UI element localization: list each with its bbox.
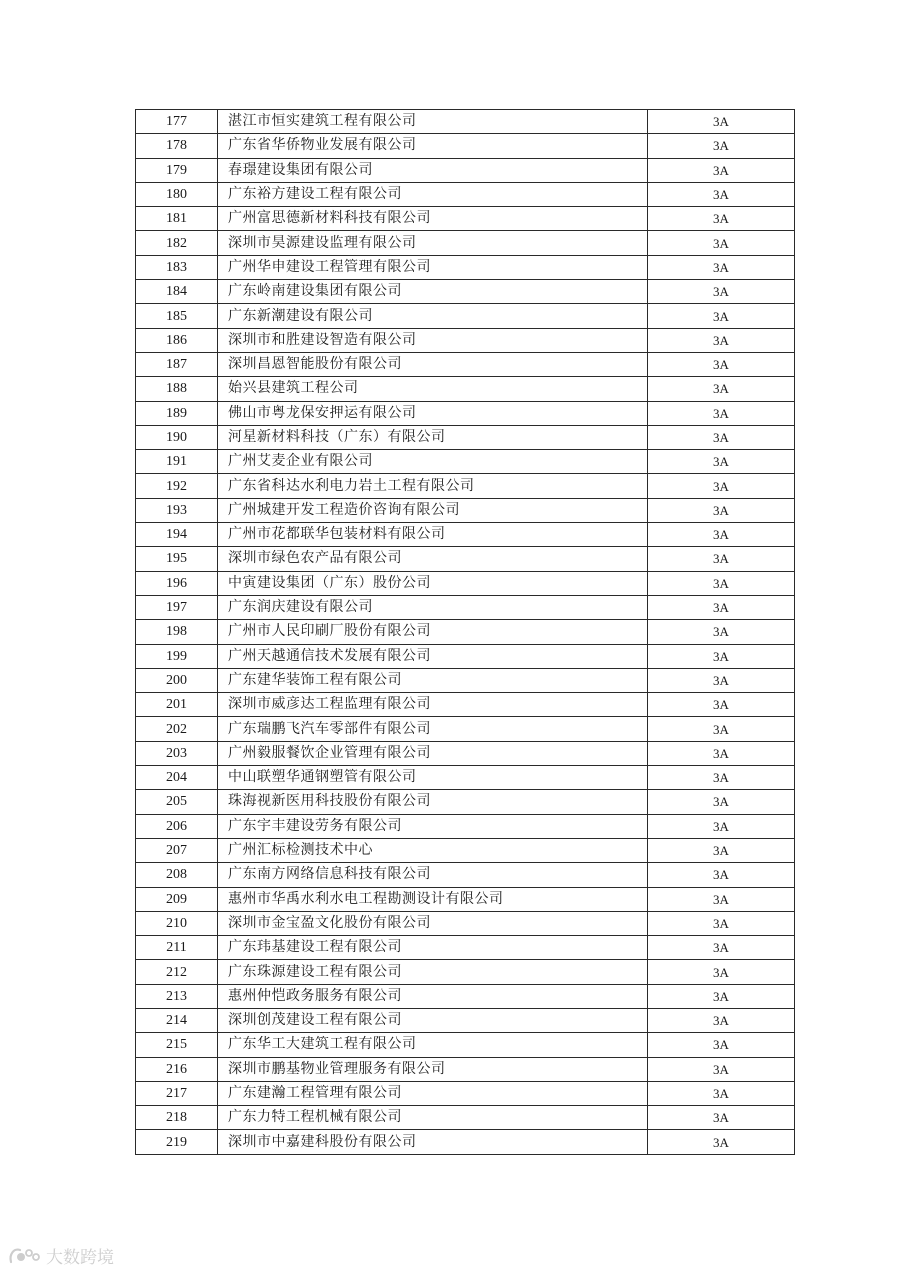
credit-grade-cell: 3A [648, 304, 795, 328]
credit-grade-cell: 3A [648, 1106, 795, 1130]
row-number-cell: 178 [136, 134, 218, 158]
table-row [136, 911, 795, 935]
table-row [136, 1081, 795, 1105]
company-name-cell: 佛山市粤龙保安押运有限公司 [218, 401, 648, 425]
company-name-cell: 广州天越通信技术发展有限公司 [218, 644, 648, 668]
table-row [136, 377, 795, 401]
table-row [136, 863, 795, 887]
watermark-text: 大数跨境 [46, 1247, 114, 1268]
company-name-cell: 春璟建设集团有限公司 [218, 158, 648, 182]
row-number-cell: 189 [136, 401, 218, 425]
row-number-cell: 199 [136, 644, 218, 668]
row-number-cell: 186 [136, 328, 218, 352]
company-name-cell: 深圳市中嘉建科股份有限公司 [218, 1130, 648, 1154]
table-row [136, 620, 795, 644]
company-name-cell: 广州艾麦企业有限公司 [218, 450, 648, 474]
credit-grade-cell: 3A [648, 377, 795, 401]
row-number-cell: 177 [136, 110, 218, 134]
company-name-cell: 广州汇标检测技术中心 [218, 838, 648, 862]
table-row [136, 1130, 795, 1154]
row-number-cell: 206 [136, 814, 218, 838]
company-name-cell: 广州市花都联华包装材料有限公司 [218, 523, 648, 547]
table-body [136, 110, 795, 1155]
table-row [136, 595, 795, 619]
company-name-cell: 始兴县建筑工程公司 [218, 377, 648, 401]
row-number-cell: 205 [136, 790, 218, 814]
company-name-cell: 河星新材料科技（广东）有限公司 [218, 425, 648, 449]
credit-grade-cell: 3A [648, 523, 795, 547]
row-number-cell: 212 [136, 960, 218, 984]
row-number-cell: 196 [136, 571, 218, 595]
watermark [8, 1242, 114, 1268]
credit-grade-cell: 3A [648, 158, 795, 182]
credit-grade-cell: 3A [648, 693, 795, 717]
row-number-cell: 181 [136, 207, 218, 231]
row-number-cell: 218 [136, 1106, 218, 1130]
table-row [136, 401, 795, 425]
row-number-cell: 200 [136, 668, 218, 692]
table-row [136, 814, 795, 838]
row-number-cell: 190 [136, 425, 218, 449]
company-name-cell: 广东建华装饰工程有限公司 [218, 668, 648, 692]
company-name-cell: 深圳市威彦达工程监理有限公司 [218, 693, 648, 717]
company-name-cell: 广东南方网络信息科技有限公司 [218, 863, 648, 887]
credit-grade-cell: 3A [648, 401, 795, 425]
brand-logo-icon [8, 1244, 42, 1266]
company-name-cell: 深圳创茂建设工程有限公司 [218, 1008, 648, 1032]
table-row [136, 1057, 795, 1081]
company-name-cell: 广东润庆建设有限公司 [218, 595, 648, 619]
table-row [136, 352, 795, 376]
row-number-cell: 198 [136, 620, 218, 644]
company-name-cell: 深圳市昊源建设监理有限公司 [218, 231, 648, 255]
company-name-cell: 广州华申建设工程管理有限公司 [218, 255, 648, 279]
company-name-cell: 广州市人民印刷厂股份有限公司 [218, 620, 648, 644]
row-number-cell: 195 [136, 547, 218, 571]
credit-grade-cell: 3A [648, 280, 795, 304]
company-name-cell: 珠海视新医用科技股份有限公司 [218, 790, 648, 814]
company-name-cell: 广州毅服餐饮企业管理有限公司 [218, 741, 648, 765]
credit-grade-cell: 3A [648, 352, 795, 376]
credit-grade-cell: 3A [648, 1033, 795, 1057]
row-number-cell: 210 [136, 911, 218, 935]
credit-grade-cell: 3A [648, 255, 795, 279]
table-row [136, 1008, 795, 1032]
company-name-cell: 深圳市和胜建设智造有限公司 [218, 328, 648, 352]
company-name-cell: 广东裕方建设工程有限公司 [218, 182, 648, 206]
credit-grade-cell: 3A [648, 717, 795, 741]
table-row [136, 134, 795, 158]
company-name-cell: 中山联塑华通钢塑管有限公司 [218, 766, 648, 790]
company-name-cell: 深圳市绿色农产品有限公司 [218, 547, 648, 571]
row-number-cell: 213 [136, 984, 218, 1008]
company-name-cell: 广州城建开发工程造价咨询有限公司 [218, 498, 648, 522]
credit-grade-cell: 3A [648, 595, 795, 619]
table-row [136, 182, 795, 206]
table-row [136, 790, 795, 814]
row-number-cell: 188 [136, 377, 218, 401]
row-number-cell: 217 [136, 1081, 218, 1105]
row-number-cell: 214 [136, 1008, 218, 1032]
table-row [136, 474, 795, 498]
table-row [136, 498, 795, 522]
company-name-cell: 广东华工大建筑工程有限公司 [218, 1033, 648, 1057]
credit-grade-cell: 3A [648, 936, 795, 960]
table-row [136, 693, 795, 717]
table-row [136, 960, 795, 984]
company-name-cell: 广东建瀚工程管理有限公司 [218, 1081, 648, 1105]
credit-grade-cell: 3A [648, 547, 795, 571]
credit-grade-cell: 3A [648, 110, 795, 134]
row-number-cell: 182 [136, 231, 218, 255]
table-row [136, 984, 795, 1008]
row-number-cell: 180 [136, 182, 218, 206]
table-row [136, 838, 795, 862]
table-row [136, 766, 795, 790]
table-row [136, 668, 795, 692]
credit-grade-cell: 3A [648, 863, 795, 887]
credit-grade-cell: 3A [648, 182, 795, 206]
credit-grade-cell: 3A [648, 450, 795, 474]
row-number-cell: 191 [136, 450, 218, 474]
company-name-cell: 广东力特工程机械有限公司 [218, 1106, 648, 1130]
row-number-cell: 204 [136, 766, 218, 790]
credit-grade-cell: 3A [648, 984, 795, 1008]
credit-grade-cell: 3A [648, 1081, 795, 1105]
row-number-cell: 216 [136, 1057, 218, 1081]
row-number-cell: 179 [136, 158, 218, 182]
table-row [136, 255, 795, 279]
table-row [136, 207, 795, 231]
table-row [136, 231, 795, 255]
credit-grade-cell: 3A [648, 1130, 795, 1154]
credit-rating-table [135, 109, 795, 1155]
table-row [136, 158, 795, 182]
table-row [136, 450, 795, 474]
row-number-cell: 202 [136, 717, 218, 741]
row-number-cell: 193 [136, 498, 218, 522]
row-number-cell: 207 [136, 838, 218, 862]
company-name-cell: 广东宇丰建设劳务有限公司 [218, 814, 648, 838]
table-row [136, 717, 795, 741]
table-row [136, 887, 795, 911]
table-row [136, 936, 795, 960]
company-name-cell: 广州富思德新材料科技有限公司 [218, 207, 648, 231]
company-name-cell: 广东瑞鹏飞汽车零部件有限公司 [218, 717, 648, 741]
credit-grade-cell: 3A [648, 328, 795, 352]
table-row [136, 110, 795, 134]
credit-grade-cell: 3A [648, 790, 795, 814]
company-name-cell: 广东新潮建设有限公司 [218, 304, 648, 328]
row-number-cell: 185 [136, 304, 218, 328]
company-name-cell: 惠州仲恺政务服务有限公司 [218, 984, 648, 1008]
credit-grade-cell: 3A [648, 571, 795, 595]
credit-grade-cell: 3A [648, 207, 795, 231]
company-name-cell: 广东玮基建设工程有限公司 [218, 936, 648, 960]
table-row [136, 644, 795, 668]
credit-grade-cell: 3A [648, 668, 795, 692]
table-row [136, 741, 795, 765]
company-name-cell: 湛江市恒实建筑工程有限公司 [218, 110, 648, 134]
row-number-cell: 215 [136, 1033, 218, 1057]
credit-grade-cell: 3A [648, 887, 795, 911]
table-row [136, 425, 795, 449]
row-number-cell: 184 [136, 280, 218, 304]
company-name-cell: 惠州市华禹水利水电工程勘测设计有限公司 [218, 887, 648, 911]
table-row [136, 280, 795, 304]
credit-grade-cell: 3A [648, 838, 795, 862]
table-row [136, 1033, 795, 1057]
credit-grade-cell: 3A [648, 911, 795, 935]
table-row [136, 571, 795, 595]
company-name-cell: 广东省华侨物业发展有限公司 [218, 134, 648, 158]
credit-grade-cell: 3A [648, 425, 795, 449]
row-number-cell: 211 [136, 936, 218, 960]
company-name-cell: 中寅建设集团（广东）股份公司 [218, 571, 648, 595]
row-number-cell: 187 [136, 352, 218, 376]
table-row [136, 1106, 795, 1130]
credit-grade-cell: 3A [648, 498, 795, 522]
table-row [136, 304, 795, 328]
credit-grade-cell: 3A [648, 960, 795, 984]
row-number-cell: 209 [136, 887, 218, 911]
table-row [136, 547, 795, 571]
credit-grade-cell: 3A [648, 620, 795, 644]
row-number-cell: 208 [136, 863, 218, 887]
row-number-cell: 197 [136, 595, 218, 619]
credit-grade-cell: 3A [648, 814, 795, 838]
company-name-cell: 深圳市鹏基物业管理服务有限公司 [218, 1057, 648, 1081]
credit-grade-cell: 3A [648, 741, 795, 765]
company-name-cell: 广东省科达水利电力岩土工程有限公司 [218, 474, 648, 498]
credit-grade-cell: 3A [648, 766, 795, 790]
credit-grade-cell: 3A [648, 134, 795, 158]
credit-grade-cell: 3A [648, 1057, 795, 1081]
row-number-cell: 201 [136, 693, 218, 717]
company-name-cell: 广东珠源建设工程有限公司 [218, 960, 648, 984]
row-number-cell: 183 [136, 255, 218, 279]
credit-grade-cell: 3A [648, 474, 795, 498]
table-row [136, 523, 795, 547]
row-number-cell: 192 [136, 474, 218, 498]
row-number-cell: 194 [136, 523, 218, 547]
credit-grade-cell: 3A [648, 1008, 795, 1032]
company-name-cell: 深圳昌恩智能股份有限公司 [218, 352, 648, 376]
company-name-cell: 深圳市金宝盈文化股份有限公司 [218, 911, 648, 935]
table-row [136, 328, 795, 352]
company-name-cell: 广东岭南建设集团有限公司 [218, 280, 648, 304]
credit-grade-cell: 3A [648, 644, 795, 668]
row-number-cell: 203 [136, 741, 218, 765]
row-number-cell: 219 [136, 1130, 218, 1154]
credit-grade-cell: 3A [648, 231, 795, 255]
